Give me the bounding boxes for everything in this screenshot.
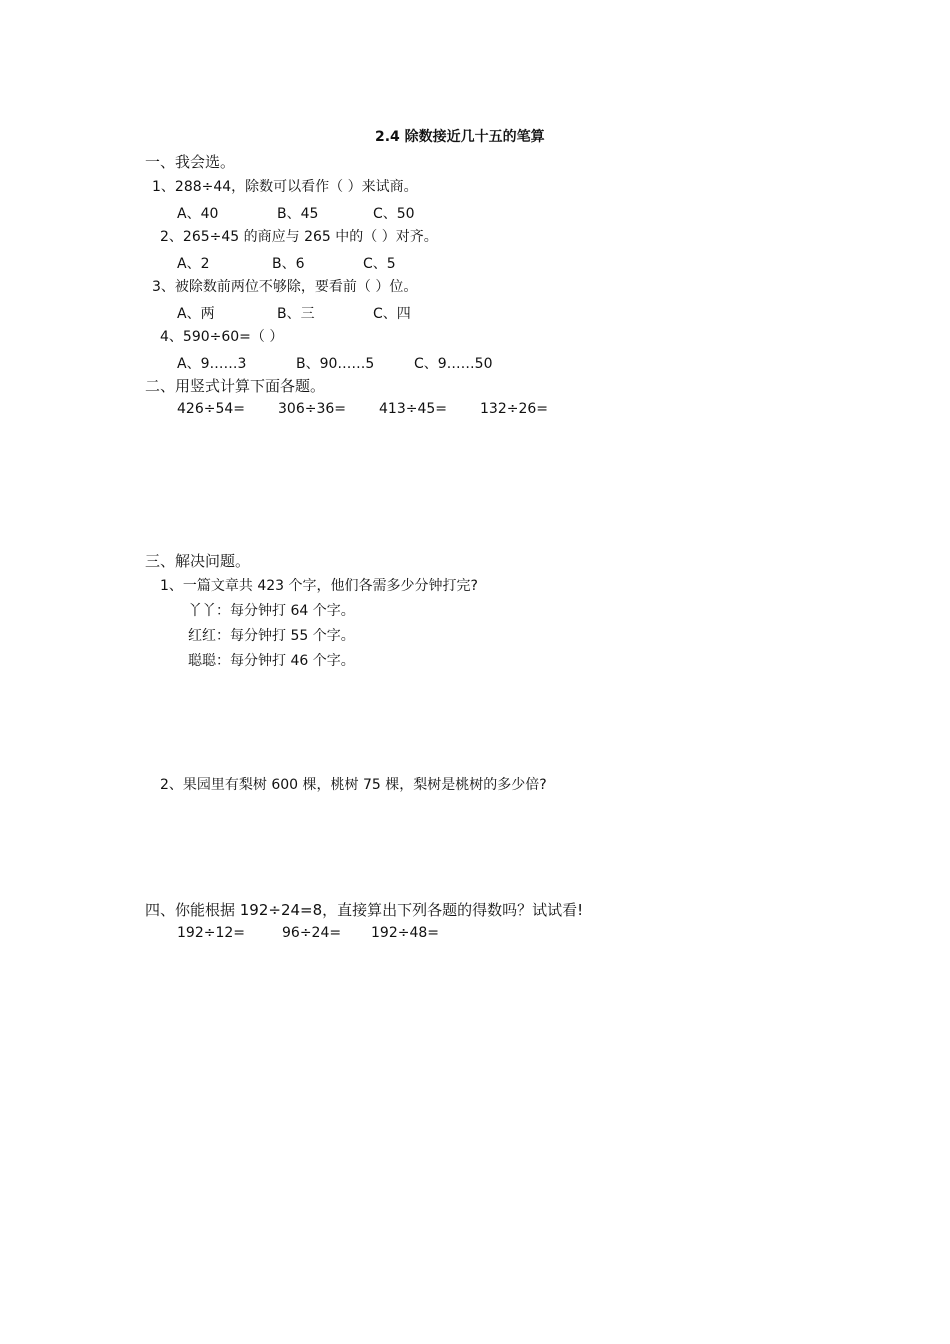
division-problem: 132÷26= [480,401,548,417]
question-1-4-options [0,353,950,371]
division-problem: 426÷54= [177,401,245,417]
option-c: C、9……50 [414,356,493,372]
typing-speed-line: 聪聪：每分钟打 46 个字。 [188,653,355,669]
section-4-heading: 四、你能根据 192÷24=8，直接算出下列各题的得数吗？试试看! [145,901,584,919]
division-problem: 192÷12= [177,925,245,941]
section-2-heading: 二、用竖式计算下面各题。 [145,377,326,395]
option-b: B、90……5 [296,356,375,372]
option-a: A、两 [177,306,215,322]
question-1-2-options [0,253,950,271]
section-2-problems [0,401,950,419]
option-c: C、5 [363,256,396,272]
section-3-heading: 三、解决问题。 [145,552,251,570]
typing-speed-line: 丫丫：每分钟打 64 个字。 [188,603,355,619]
division-problem: 306÷36= [278,401,346,417]
option-b: B、三 [277,306,315,322]
question-1-1-options [0,203,950,221]
question-1-4: 4、590÷60=（ ） [160,329,284,345]
question-1-2: 2、265÷45 的商应与 265 中的（ ）对齐。 [160,229,438,245]
option-c: C、四 [373,306,411,322]
question-1-3: 3、被除数前两位不够除，要看前（ ）位。 [152,279,418,295]
option-b: B、45 [277,206,319,222]
option-a: A、40 [177,206,219,222]
division-problem: 96÷24= [282,925,342,941]
option-c: C、50 [373,206,415,222]
question-3-1: 1、一篇文章共 423 个字，他们各需多少分钟打完? [160,578,478,594]
option-b: B、6 [272,256,305,272]
section-4-problems [0,925,950,943]
option-a: A、9……3 [177,356,247,372]
question-3-2: 2、果园里有梨树 600 棵，桃树 75 棵，梨树是桃树的多少倍? [160,777,547,793]
section-1-heading: 一、我会选。 [145,153,236,171]
division-problem: 192÷48= [371,925,439,941]
option-a: A、2 [177,256,210,272]
division-problem: 413÷45= [379,401,447,417]
typing-speed-line: 红红：每分钟打 55 个字。 [188,628,355,644]
question-1-1: 1、288÷44，除数可以看作（ ）来试商。 [152,179,418,195]
page-title: 2.4 除数接近几十五的笔算 [375,129,545,145]
question-1-3-options [0,303,950,321]
